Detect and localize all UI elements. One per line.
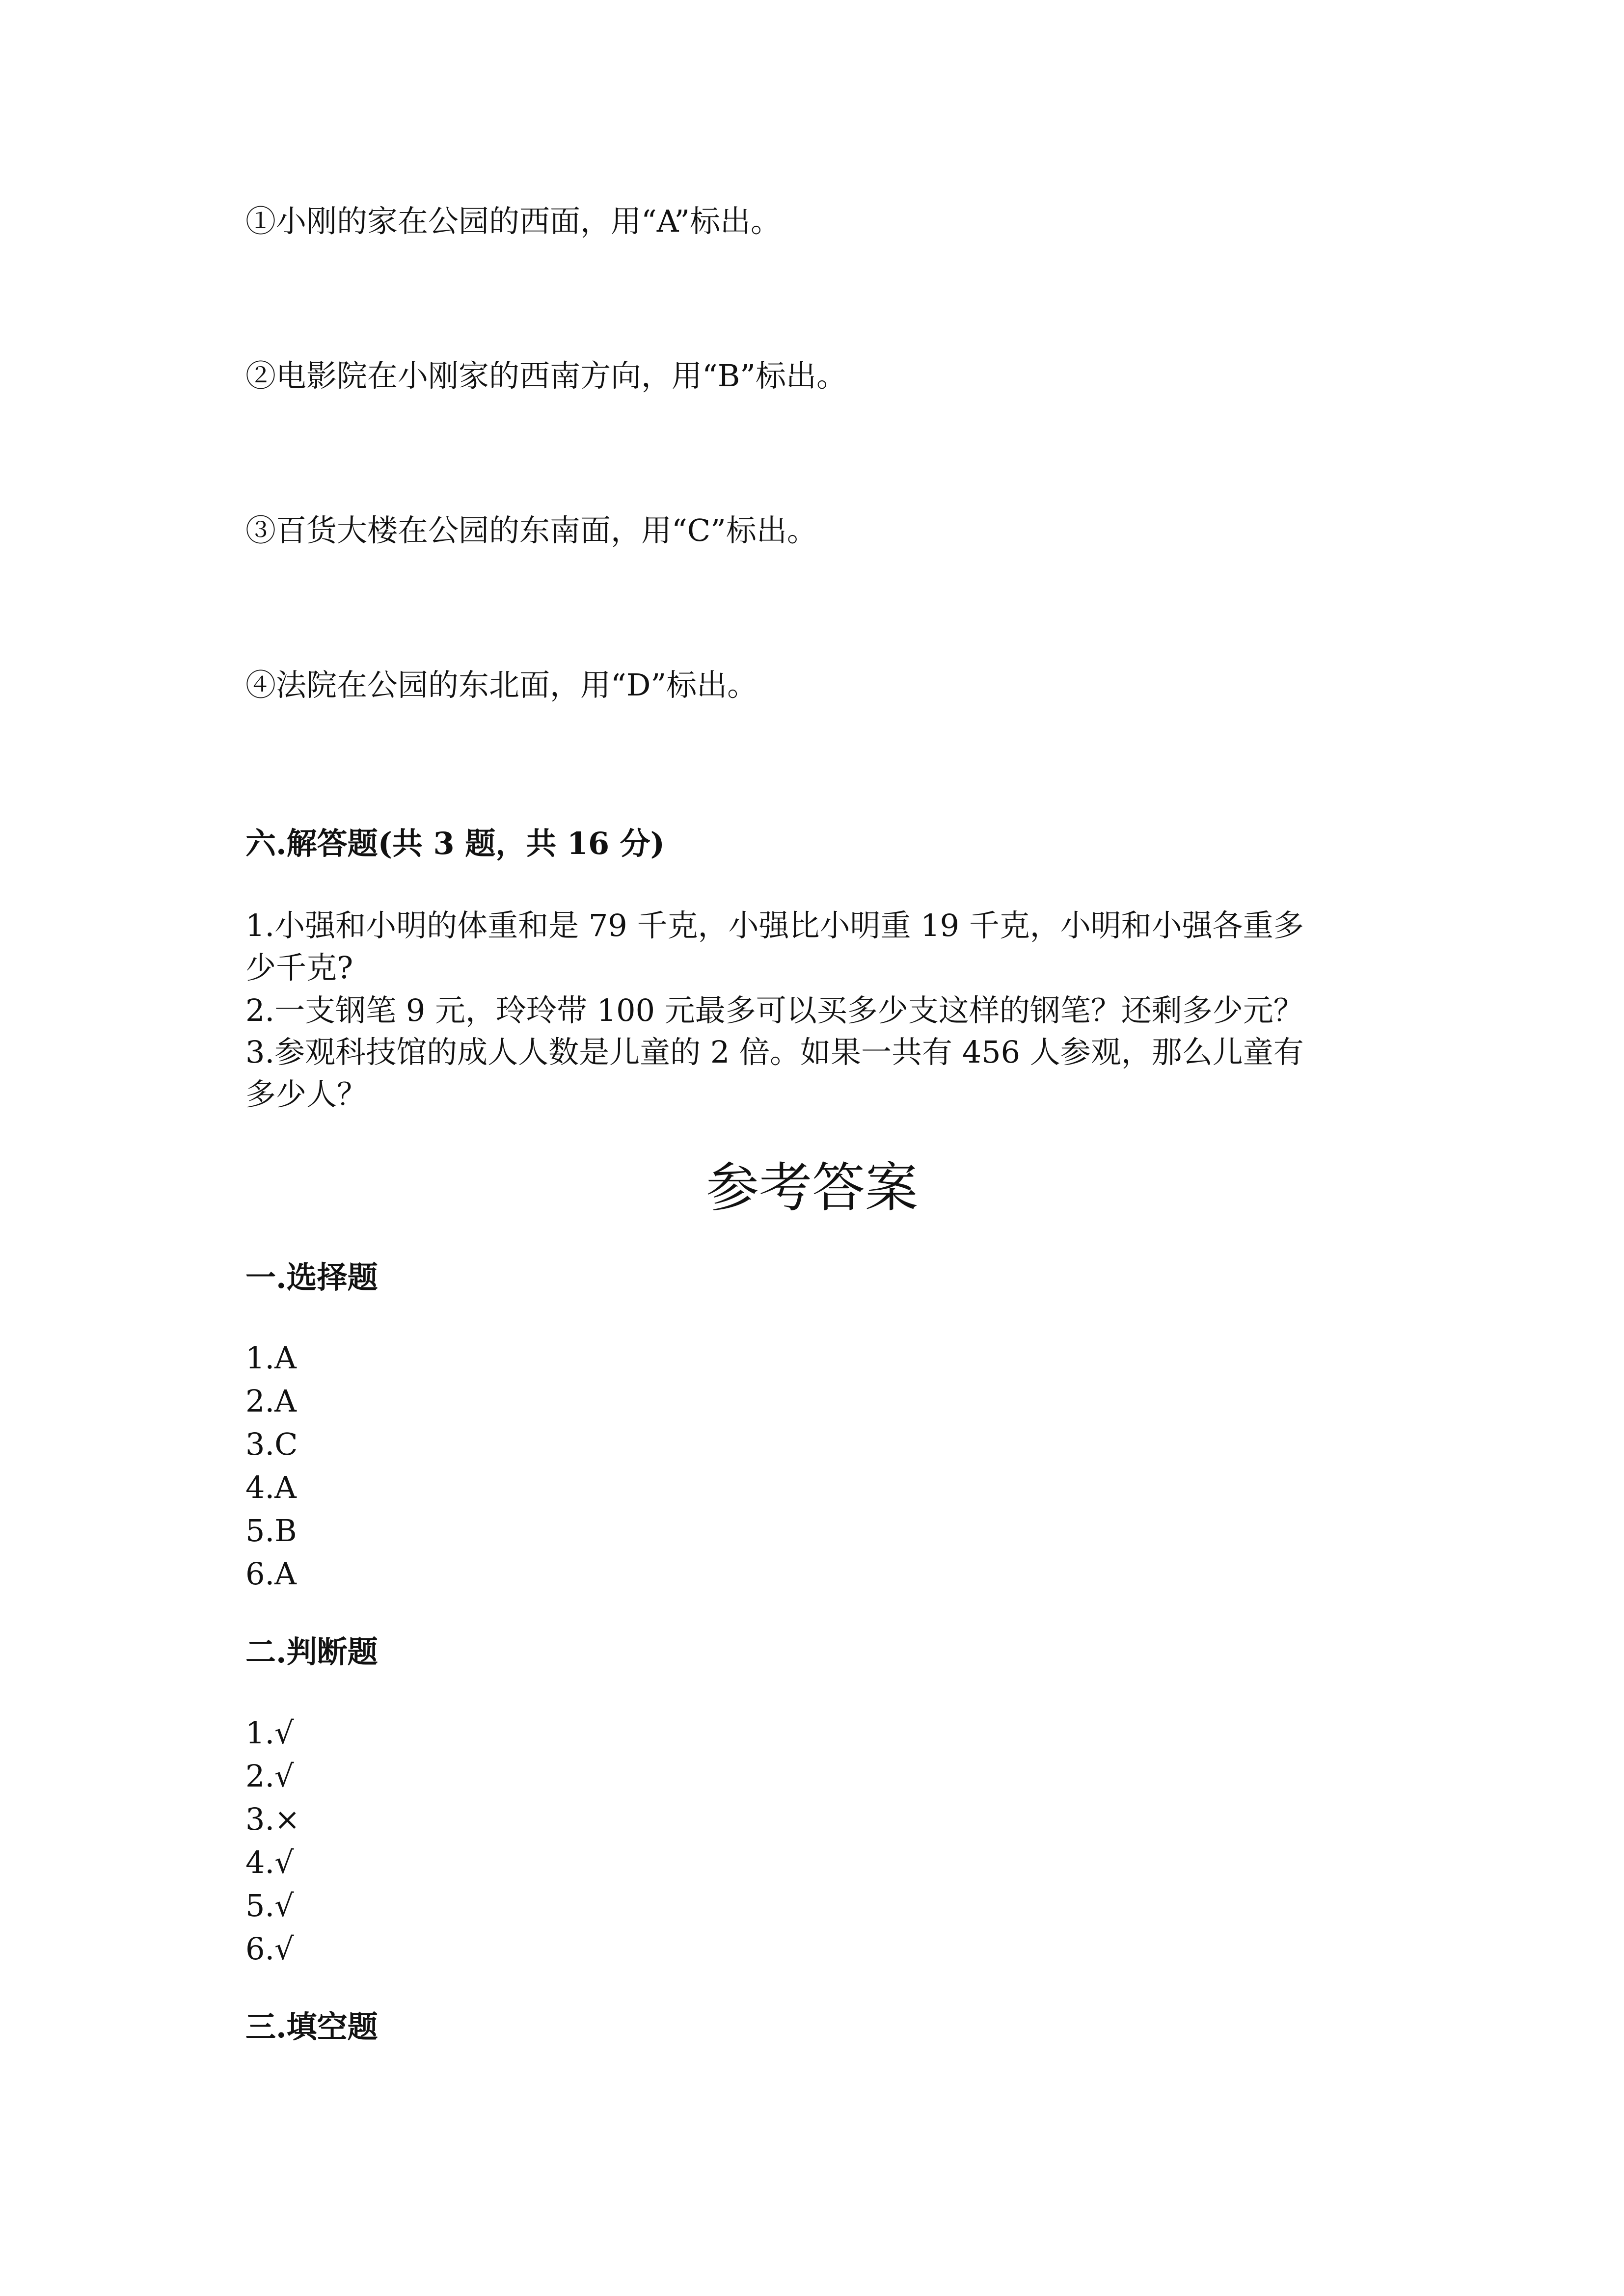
question-line: 1.小强和小明的体重和是 79 千克，小强比小明重 19 千克，小明和小强各重多 [245, 908, 1304, 943]
answer-item: 2.A [245, 1383, 297, 1419]
answer-section-heading: 二.判断题 [245, 1634, 378, 1670]
map-instruction-2: ②电影院在小刚家的西南方向，用“B”标出。 [245, 358, 847, 394]
answer-section-heading: 三.填空题 [245, 2009, 378, 2045]
map-instruction-3: ③百货大楼在公园的东南面，用“C”标出。 [245, 512, 817, 548]
answer-item: 3.× [245, 1801, 300, 1837]
answer-item: 4.A [245, 1469, 297, 1505]
question-line: 少千克? [245, 950, 353, 986]
answer-item: 2.√ [245, 1758, 294, 1794]
answer-item: 1.√ [245, 1715, 294, 1751]
answer-section-heading: 一.选择题 [245, 1259, 378, 1295]
question-line: 2.一支钢笔 9 元，玲玲带 100 元最多可以买多少支这样的钢笔？还剩多少元？ [245, 992, 1304, 1028]
answer-list-judgement [245, 1711, 300, 1971]
answer-item: 5.√ [245, 1888, 294, 1923]
map-instruction-1: ①小刚的家在公园的西面，用“A”标出。 [245, 203, 782, 239]
answer-item: 4.√ [245, 1844, 294, 1880]
question-line: 多少人？ [245, 1076, 368, 1112]
answer-item: 6.√ [245, 1931, 294, 1967]
answer-item: 3.C [245, 1426, 298, 1462]
section6-heading: 六.解答题(共 3 题，共 16 分) [245, 826, 665, 861]
answer-item: 1.A [245, 1340, 297, 1376]
answer-list-choice [245, 1336, 298, 1596]
answer-item: 5.B [245, 1513, 297, 1548]
question-line: 3.参观科技馆的成人人数是儿童的 2 倍。如果一共有 456 人参观，那么儿童有 [245, 1034, 1304, 1070]
map-instruction-4: ④法院在公园的东北面，用“D”标出。 [245, 667, 758, 703]
answer-item: 6.A [245, 1556, 297, 1592]
answer-key-title: 参考答案 [705, 1157, 918, 1219]
